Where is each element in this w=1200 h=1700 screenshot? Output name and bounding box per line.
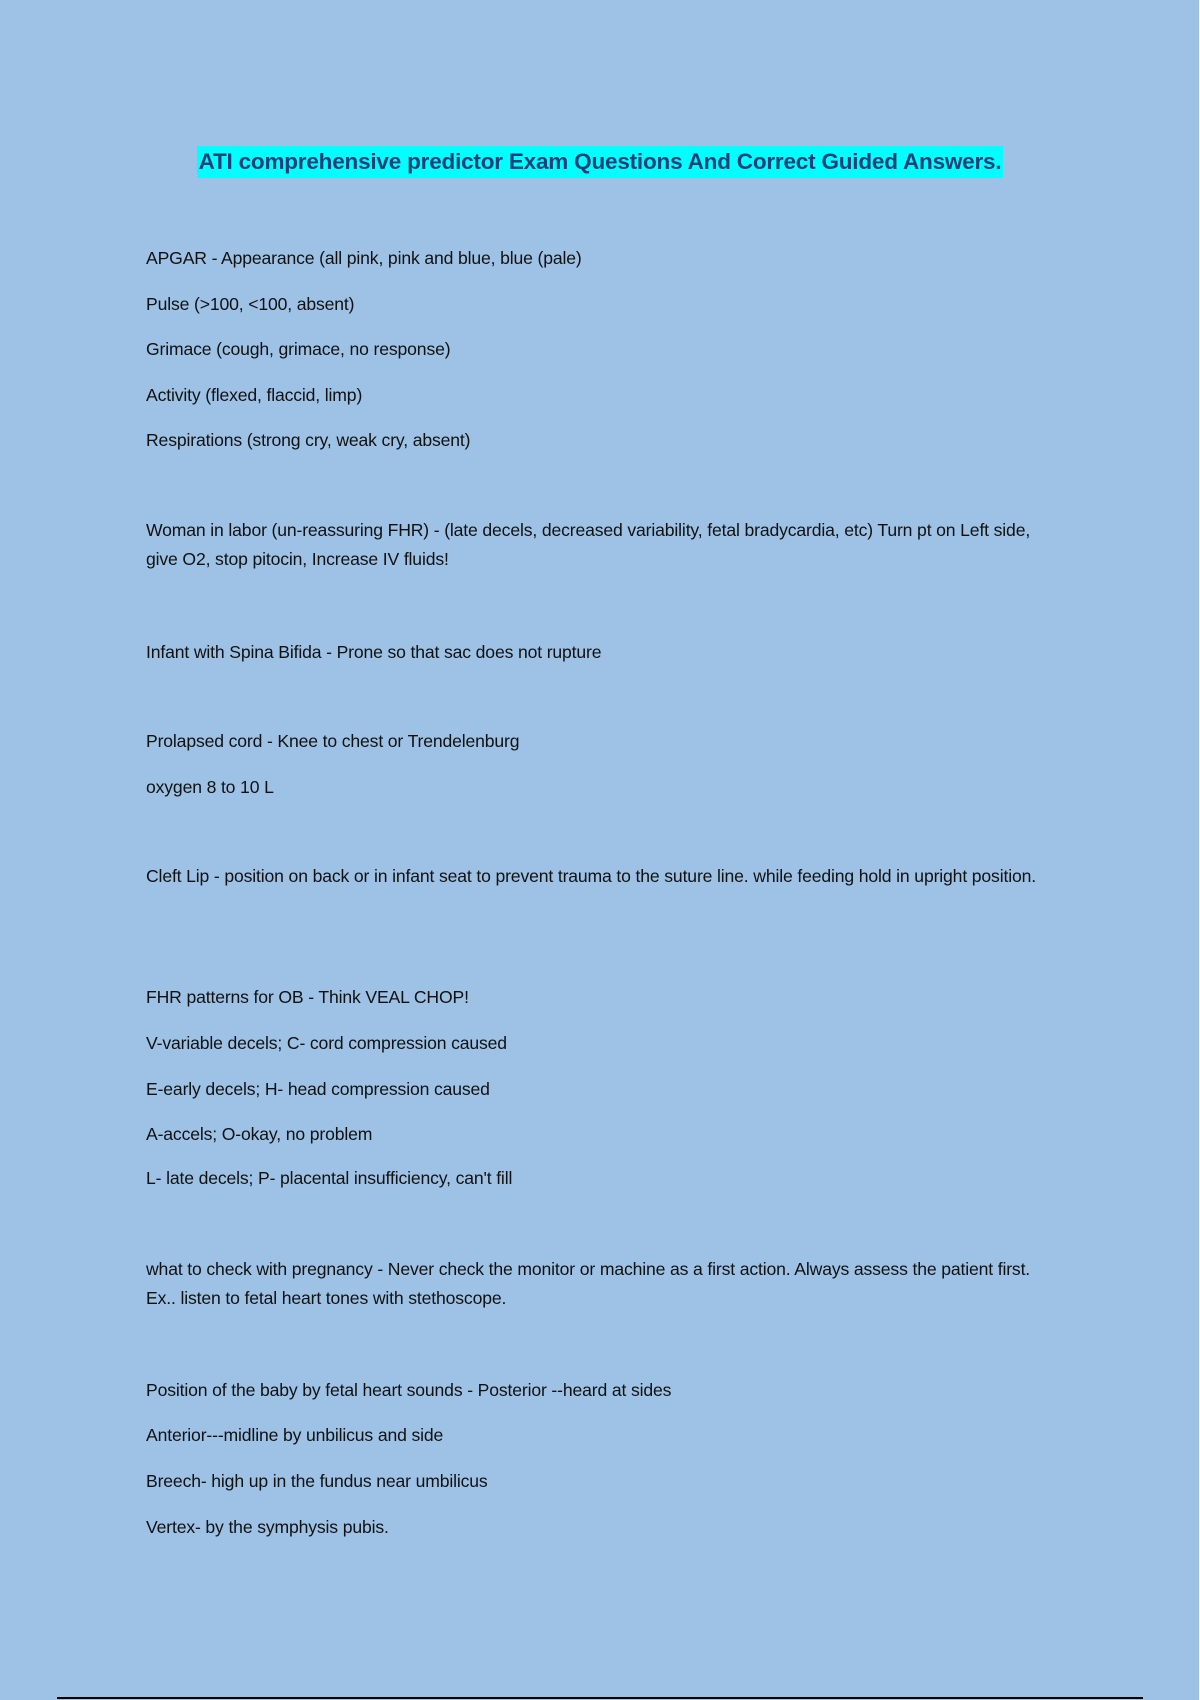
woman-in-labor-paragraph: Woman in labor (un-reassuring FHR) - (late decels, decreased variability, fetal bradycardia, etc) Turn pt on Left side, give O2, stop pitocin, Increase IV fluids! [146, 520, 1031, 569]
veal-chop-l-line: L- late decels; P- placental insufficiency, can't fill [146, 1168, 513, 1188]
apgar-activity-line: Activity (flexed, flaccid, limp) [146, 385, 363, 405]
baby-position-line: Position of the baby by fetal heart sounds - Posterior --heard at sides [146, 1380, 672, 1400]
document-title: ATI comprehensive predictor Exam Questions And Correct Guided Answers. [197, 146, 1004, 178]
veal-chop-e-line: E-early decels; H- head compression caused [146, 1079, 490, 1099]
apgar-pulse-line: Pulse (>100, <100, absent) [146, 294, 355, 314]
prolapsed-cord-line: Prolapsed cord - Knee to chest or Trendelenburg [146, 731, 520, 751]
fhr-patterns-line: FHR patterns for OB - Think VEAL CHOP! [146, 987, 469, 1007]
breech-line: Breech- high up in the fundus near umbilicus [146, 1471, 488, 1491]
cleft-lip-paragraph: Cleft Lip - position on back or in infant seat to prevent trauma to the suture line. while feeding hold in upright position. [146, 866, 1036, 886]
vertex-line: Vertex- by the symphysis pubis. [146, 1517, 389, 1537]
veal-chop-a-line: A-accels; O-okay, no problem [146, 1124, 373, 1144]
apgar-appearance-line: APGAR - Appearance (all pink, pink and blue, blue (pale) [146, 248, 582, 268]
veal-chop-v-line: V-variable decels; C- cord compression caused [146, 1033, 507, 1053]
footer-rule [57, 1697, 1143, 1699]
title-container [0, 146, 1200, 178]
spina-bifida-line: Infant with Spina Bifida - Prone so that sac does not rupture [146, 642, 602, 662]
apgar-respirations-line: Respirations (strong cry, weak cry, absent) [146, 430, 471, 450]
oxygen-line: oxygen 8 to 10 L [146, 777, 274, 797]
pregnancy-check-paragraph: what to check with pregnancy - Never check the monitor or machine as a first action. Always assess the patient first. Ex.. listen to fetal heart tones with stethoscope. [146, 1259, 1031, 1308]
apgar-grimace-line: Grimace (cough, grimace, no response) [146, 339, 451, 359]
anterior-line: Anterior---midline by unbilicus and side [146, 1425, 444, 1445]
